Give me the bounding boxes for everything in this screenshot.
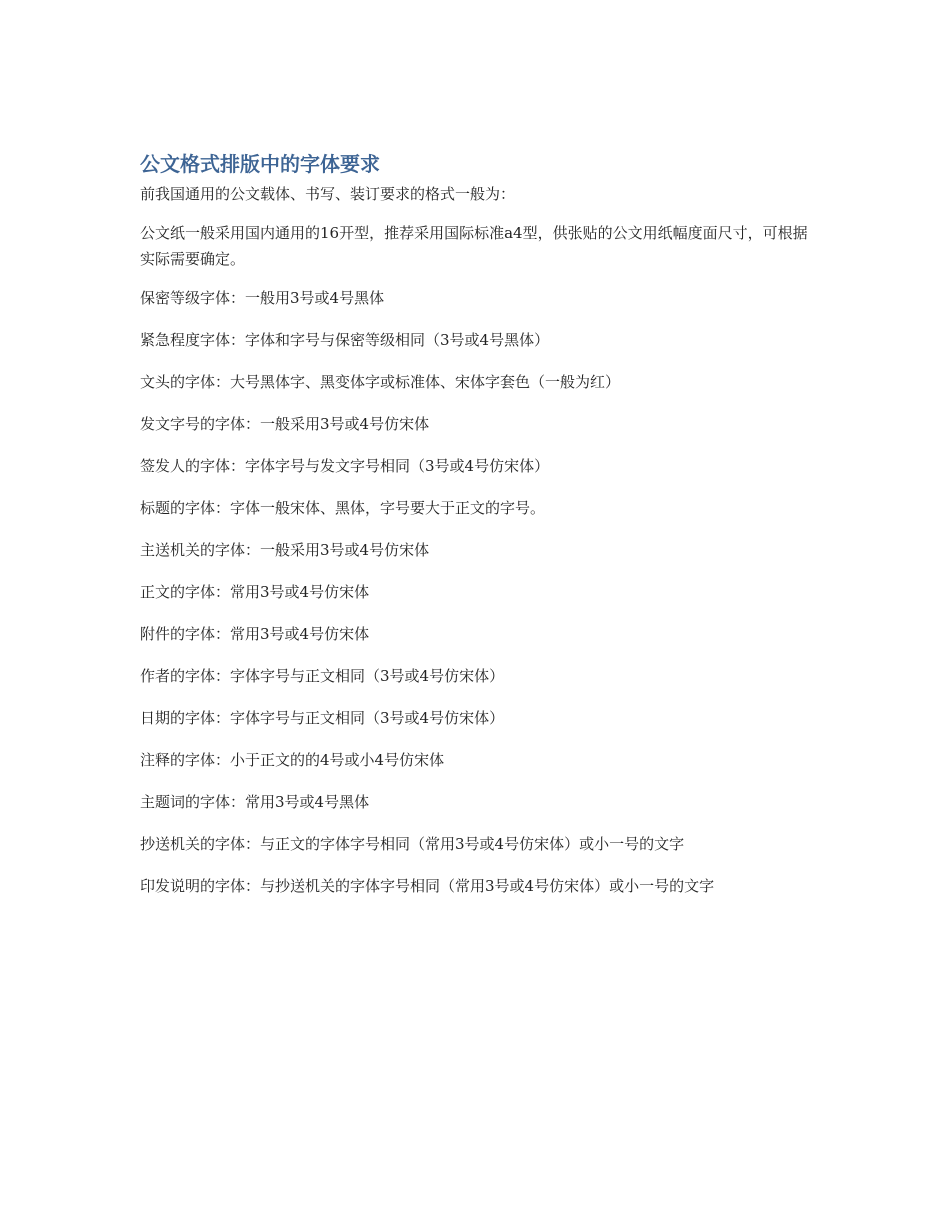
font-rule-item: 签发人的字体：字体字号与发文字号相同（3号或4号仿宋体）	[140, 457, 550, 475]
font-rule-item: 紧急程度字体：字体和字号与保密等级相同（3号或4号黑体）	[140, 331, 550, 349]
intro-paragraph: 前我国通用的公文载体、书写、装订要求的格式一般为：	[140, 185, 516, 203]
font-rule-item: 抄送机关的字体：与正文的字体字号相同（常用3号或4号仿宋体）或小一号的文字	[140, 835, 685, 853]
font-rule-item: 作者的字体：字体字号与正文相同（3号或4号仿宋体）	[140, 667, 505, 685]
document-title: 公文格式排版中的字体要求	[140, 152, 380, 176]
font-rule-item: 注释的字体：小于正文的的4号或小4号仿宋体	[140, 751, 445, 769]
font-rule-item: 附件的字体：常用3号或4号仿宋体	[140, 625, 370, 643]
font-rule-item: 标题的字体：字体一般宋体、黑体，字号要大于正文的字号。	[140, 499, 546, 517]
font-rule-item: 文头的字体：大号黑体字、黑变体字或标准体、宋体字套色（一般为红）	[140, 373, 621, 391]
font-rule-item: 日期的字体：字体字号与正文相同（3号或4号仿宋体）	[140, 709, 505, 727]
font-rule-item: 主题词的字体：常用3号或4号黑体	[140, 793, 370, 811]
document-page	[140, 150, 820, 916]
font-rule-item: 发文字号的字体：一般采用3号或4号仿宋体	[140, 415, 430, 433]
font-rule-item: 正文的字体：常用3号或4号仿宋体	[140, 583, 370, 601]
font-rule-item: 保密等级字体：一般用3号或4号黑体	[140, 289, 385, 307]
font-rule-item: 主送机关的字体：一般采用3号或4号仿宋体	[140, 541, 430, 559]
font-rule-item: 印发说明的字体：与抄送机关的字体字号相同（常用3号或4号仿宋体）或小一号的文字	[140, 877, 715, 895]
paper-size-paragraph: 公文纸一般采用国内通用的16开型，推荐采用国际标准a4型，供张贴的公文用纸幅度面尺寸，可根据实际需要确定。	[140, 224, 808, 268]
